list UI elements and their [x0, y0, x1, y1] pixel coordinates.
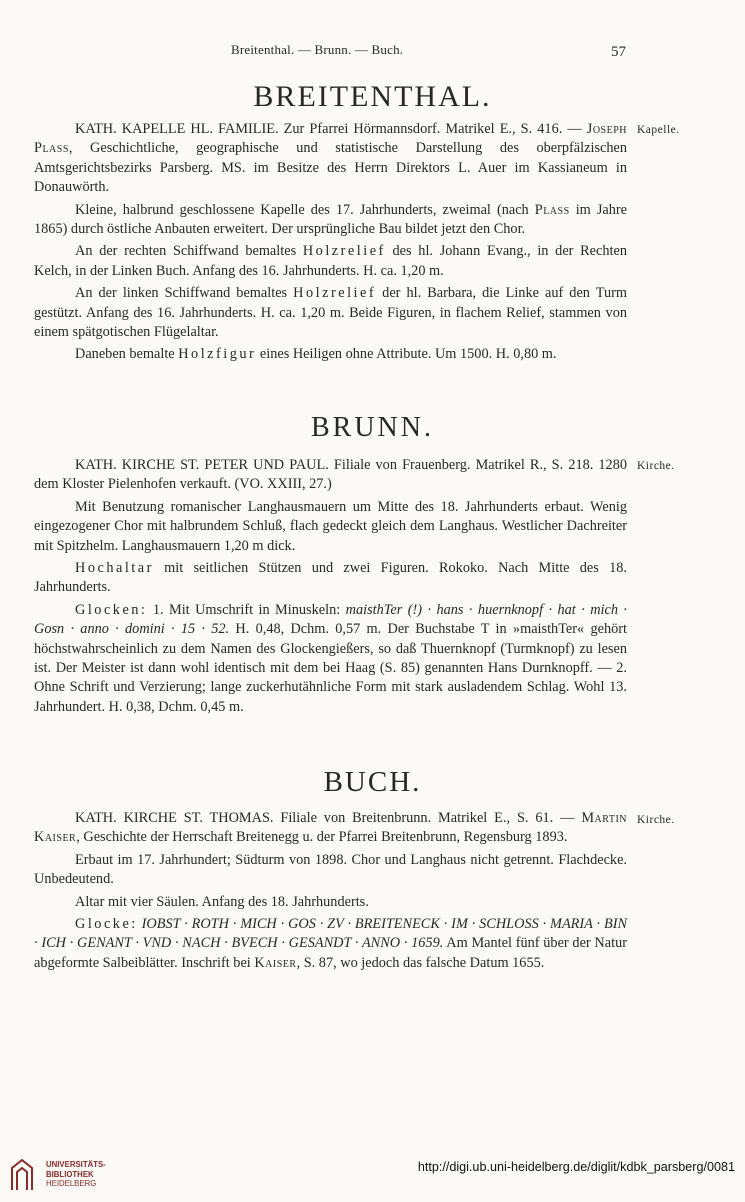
text: Zur Pfarrei Hörmannsdorf. Matrikel E., S. 416. — — [278, 121, 587, 137]
paragraph — [34, 456, 627, 495]
section-body-breitenthal — [34, 120, 627, 368]
author-name: Kaiser — [254, 954, 297, 971]
paragraph — [34, 242, 627, 281]
text: Filiale von Frauenberg. Matrikel R., S. 218. 1280 dem Kloster Pielenhofen verkauft. (VO. XXIII, 27.) — [34, 457, 627, 493]
spaced-term: Holzfigur — [178, 346, 257, 363]
author-name: Joseph Plass — [34, 121, 627, 157]
spaced-term: Glocke: — [75, 916, 138, 933]
source-url[interactable]: http://digi.ub.uni-heidelberg.de/diglit/kdbk_parsberg/0081 — [417, 1160, 735, 1174]
spaced-term: Holzrelief — [293, 285, 377, 302]
section-title-buch: BUCH. — [323, 766, 422, 798]
paragraph — [34, 559, 627, 598]
text: der hl. Barbara, die Linke auf den Turm gestützt. Anfang des 16. Jahrhunderts. H. ca. 1,20 m. Beide Figuren, in flachem Relief, stammen von einem spätgotischen Flügelaltar. — [34, 285, 627, 341]
text: Am Mantel fünf über der Natur abgeformte Salbeiblätter. Inschrift bei — [34, 935, 627, 971]
library-name-line: HEIDELBERG — [46, 1179, 97, 1188]
paragraph: Altar mit vier Säulen. Anfang des 18. Jahrhunderts. — [75, 893, 369, 910]
text: , Geschichtliche, geographische und statistische Darstellung des oberpfälzischen Amtsgerichtsbezirks Parsberg. MS. im Besitze des Herrn Direktors L. Auer im Kassianeum in Donauwörth. — [34, 140, 627, 196]
text: , Geschichte der Herrschaft Breitenegg u. der Pfarrei Breitenbrunn, Regensburg 1893. — [76, 829, 568, 846]
text: eines Heiligen ohne Attribute. Um 1500. H. 0,80 m. — [256, 346, 557, 363]
paragraph — [34, 345, 627, 364]
text: Daneben bemalte — [75, 346, 179, 363]
section-title-brunn: BRUNN. — [310, 412, 434, 443]
paragraph — [34, 915, 627, 973]
text: 1. Mit Umschrift in Minuskeln: — [147, 601, 346, 618]
spaced-term: Hochaltar — [75, 560, 154, 577]
library-name-line: BIBLIOTHEK — [46, 1169, 94, 1179]
footer — [0, 1148, 745, 1202]
paragraph: Erbaut im 17. Jahrhundert; Südturm von 1898. Chor und Langhaus nicht getrennt. Flachdecke. Unbedeutend. — [34, 851, 627, 888]
inscription: maisthTer (!) · hans · huernknopf · hat · mich · Gosn · anno · domini · 15 · 52. — [34, 601, 627, 638]
text: Filiale von Breitenbrunn. Matrikel E., S. 61. — — [273, 810, 582, 826]
spaced-term: Holzrelief — [302, 243, 386, 260]
author-name: Plass — [534, 201, 570, 218]
text: An der rechten Schiffwand bemaltes — [75, 243, 303, 260]
margin-label-kirche: Kirche. — [637, 814, 675, 826]
text: An der linken Schiffwand bemaltes — [75, 285, 294, 302]
paragraph — [34, 601, 627, 717]
margin-label-kapelle: Kapelle. — [637, 124, 680, 136]
paragraph — [34, 284, 627, 342]
author-name: Martin Kaiser — [34, 810, 627, 846]
text: im Jahre 1865) durch östliche Anbauten erweitert. Der ursprüngliche Bau bildet jetzt den Chor. — [34, 201, 628, 238]
library-name — [46, 1160, 106, 1189]
inscription: IOBST · ROTH · MICH · GOS · ZV · BREITENECK · IM · SCHLOSS · MARIA · BIN · ICH · GENANT · VND · NACH · BVECH · GESANDT · ANNO · 1659. — [34, 916, 627, 952]
paragraph — [34, 809, 627, 848]
section-body-brunn — [34, 456, 627, 720]
text: , S. 87, wo jedoch das falsche Datum 1655. — [296, 954, 545, 971]
library-name-line: UNIVERSITÄTS- — [46, 1160, 106, 1169]
text: des hl. Johann Evang., in der Rechten Kelch, in der Linken Buch. Anfang des 16. Jahrhunderts. H. ca. 1,20 m. — [34, 243, 627, 279]
running-head: Breitenthal. — Brunn. — Buch. — [231, 42, 404, 57]
paragraph — [34, 120, 627, 198]
paragraph: Mit Benutzung romanischer Langhausmauern um Mitte des 18. Jahrhunderts erbaut. Wenig eingezogener Chor mit halbrundem Schluß, flach gedeckt gleich dem Langhaus. Westlicher Dachreiter mit Spitzhelm. Langhausmauern 1,20 m dick. — [34, 498, 627, 554]
text: mit seitlichen Stützen und zwei Figuren. Rokoko. Nach Mitte des 18. Jahrhunderts. — [34, 560, 627, 596]
page-number: 57 — [611, 44, 626, 60]
heading-caps: KATH. KIRCHE ST. THOMAS. — [75, 810, 274, 826]
heading-caps: KATH. KIRCHE ST. PETER UND PAUL. — [75, 457, 329, 473]
text: Kleine, halbrund geschlossene Kapelle des 17. Jahrhunderts, zweimal (nach — [75, 201, 535, 218]
library-logo-icon — [8, 1156, 36, 1192]
text: H. 0,48, Dchm. 0,57 m. Der Buchstabe T in »maisthTer« gehört höchstwahrscheinlich zu dem Namen des Glockengießers, so daß Thuernknopf (Turmknopf) zu lesen ist. Der Meister ist dann wohl identisch mit dem bei Haag (S. 85) genannten Hans Durnknopff. — 2. Ohne Schrift und Verzierung; lange zuckerhutähnliche Form mit stark ausladendem Schlag. Wohl 13. Jahrhundert. H. 0,38, Dchm. 0,45 m. — [34, 621, 627, 715]
paragraph — [34, 201, 627, 240]
margin-label-kirche: Kirche. — [637, 460, 675, 472]
heading-caps: KATH. KAPELLE HL. FAMILIE. — [75, 121, 279, 137]
section-title-breitenthal: BREITENTHAL. — [253, 80, 492, 113]
spaced-term: Glocken: — [75, 601, 148, 618]
section-body-buch — [34, 809, 627, 976]
